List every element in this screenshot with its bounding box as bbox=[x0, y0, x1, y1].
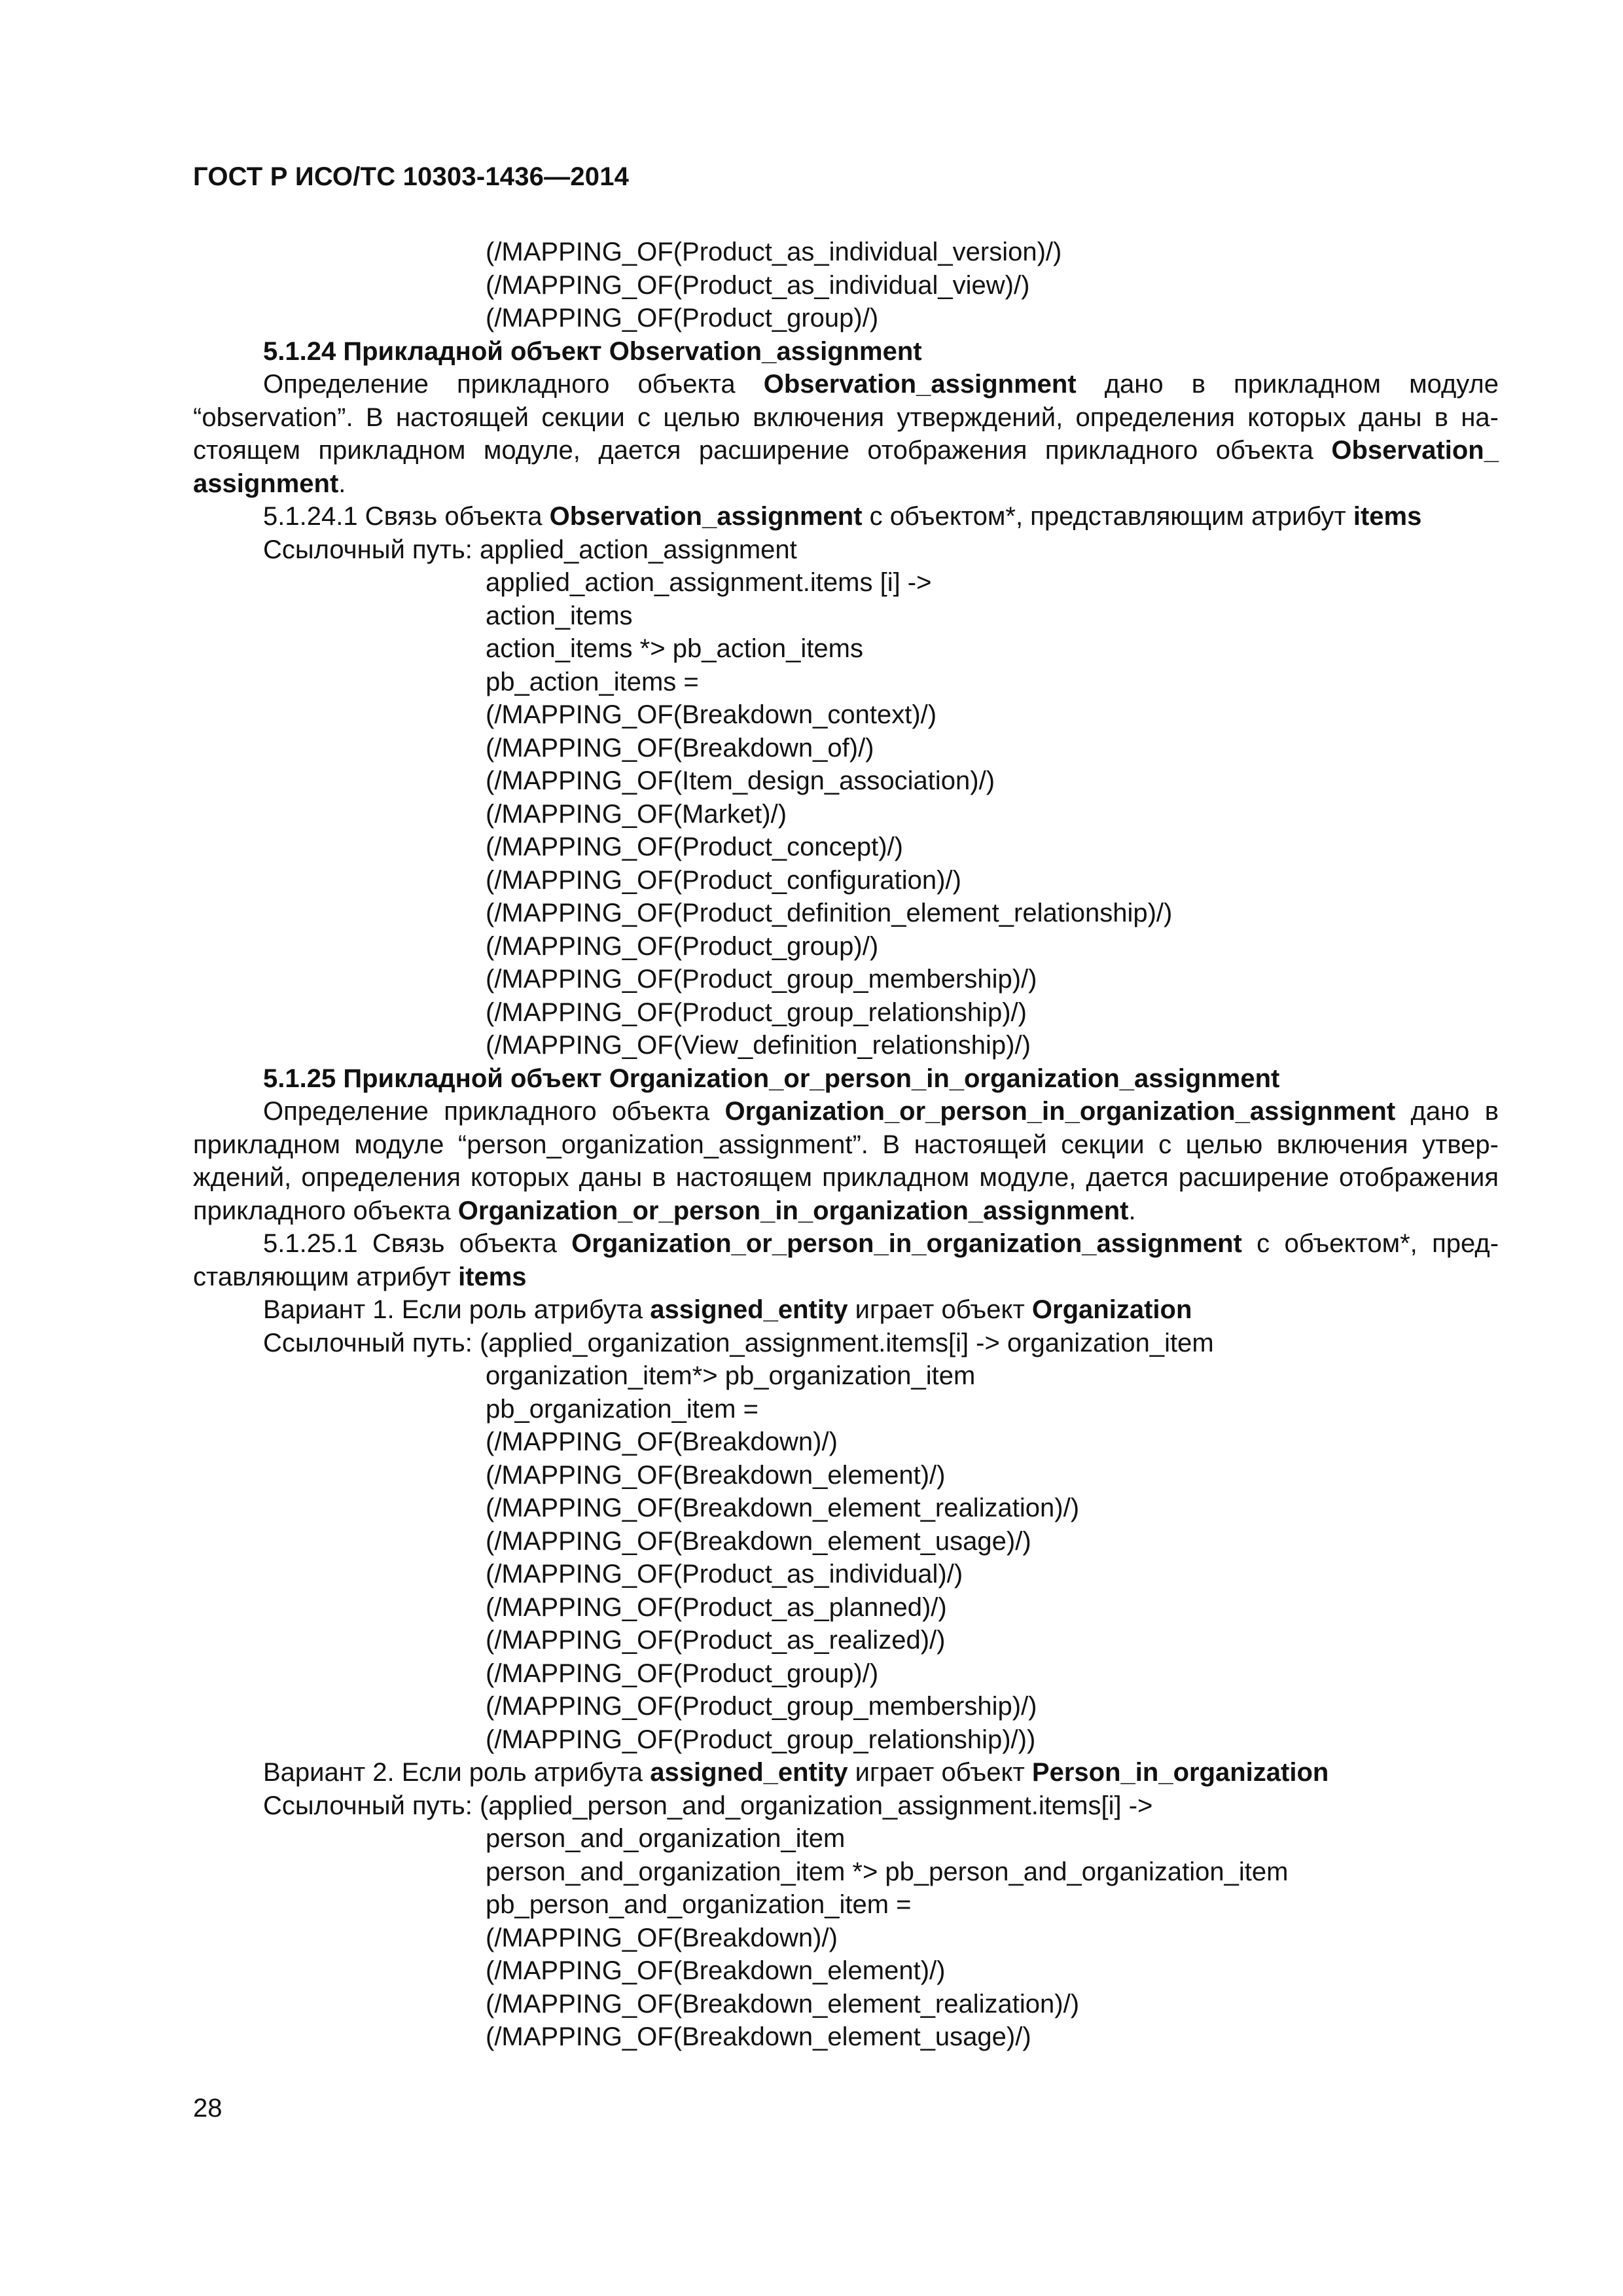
text-line bbox=[193, 1293, 1499, 1327]
bold-text: assignment bbox=[193, 469, 339, 498]
text-line bbox=[193, 1161, 1499, 1194]
text-line bbox=[193, 269, 1499, 302]
text-line bbox=[193, 1128, 1499, 1162]
text-line bbox=[193, 897, 1499, 930]
text-line bbox=[193, 1657, 1499, 1691]
text-run: 5.1.24.1 Связь объекта bbox=[263, 502, 550, 531]
text-run: organization_item*> pb_organization_item bbox=[486, 1361, 976, 1390]
bold-text: Observation_ bbox=[1331, 436, 1499, 465]
text-run: (/MAPPING_OF(Product_definition_element_relationship)/) bbox=[486, 899, 1173, 927]
bold-text: 5.1.24 Прикладной объект Observation_assignment bbox=[263, 336, 922, 366]
text-run: (/MAPPING_OF(Product_as_individual_version)/) bbox=[486, 238, 1062, 266]
text-line bbox=[193, 1988, 1499, 2021]
document-body bbox=[193, 236, 1499, 2054]
bold-text: Organization_or_person_in_organization_assignment bbox=[724, 1097, 1396, 1126]
text-run: Вариант 2. Если роль атрибута bbox=[263, 1758, 651, 1787]
text-run: дано в bbox=[1395, 1097, 1499, 1126]
text-run: pb_action_items = bbox=[486, 667, 699, 696]
text-run: (/MAPPING_OF(Product_as_planned)/) bbox=[486, 1592, 947, 1622]
text-run: ждений, определения которых даны в настоящем прикладном модуле, дается расширение отображения bbox=[193, 1163, 1499, 1192]
bold-text: Organization bbox=[1031, 1295, 1192, 1324]
text-line bbox=[193, 1359, 1499, 1393]
bold-text: assigned_entity bbox=[650, 1295, 848, 1324]
text-line bbox=[193, 1492, 1499, 1525]
text-line bbox=[193, 632, 1499, 666]
text-run: (/MAPPING_OF(Breakdown)/) bbox=[486, 1923, 838, 1952]
text-line bbox=[193, 467, 1499, 501]
text-line bbox=[193, 1756, 1499, 1789]
bold-text: Observation_assignment bbox=[763, 370, 1077, 399]
text-line bbox=[193, 1690, 1499, 1723]
bold-text: Observation_assignment bbox=[549, 502, 863, 531]
text-line bbox=[193, 1261, 1499, 1294]
text-run: (/MAPPING_OF(Breakdown)/) bbox=[486, 1427, 838, 1456]
text-run: играет объект bbox=[847, 1295, 1032, 1324]
text-line bbox=[193, 1327, 1499, 1360]
bold-text: Organization_or_person_in_organization_assignment bbox=[457, 1196, 1129, 1225]
text-run: . bbox=[338, 469, 346, 498]
text-line bbox=[193, 1591, 1499, 1624]
text-line bbox=[193, 500, 1499, 533]
bold-text: assigned_entity bbox=[650, 1758, 848, 1787]
text-run: Ссылочный путь: (applied_organization_assignment.items[i] -> organization_item bbox=[263, 1328, 1214, 1357]
text-run: (/MAPPING_OF(Breakdown_element)/) bbox=[486, 1460, 946, 1490]
text-run: (/MAPPING_OF(Product_concept)/) bbox=[486, 833, 903, 861]
text-run: (/MAPPING_OF(Product_group)/) bbox=[486, 1659, 879, 1688]
text-line bbox=[193, 2020, 1499, 2054]
text-line bbox=[193, 764, 1499, 798]
text-line bbox=[193, 533, 1499, 567]
text-line bbox=[193, 368, 1499, 401]
text-line bbox=[193, 1194, 1499, 1228]
text-run: (/MAPPING_OF(Product_as_individual_view)/) bbox=[486, 270, 1030, 300]
text-run: person_and_organization_item *> pb_person_and_organization_item bbox=[486, 1857, 1289, 1886]
bold-text: Person_in_organization bbox=[1031, 1758, 1329, 1787]
text-run: (/MAPPING_OF(Market)/) bbox=[486, 799, 787, 829]
page-number: 28 bbox=[193, 2094, 223, 2123]
text-line bbox=[193, 1789, 1499, 1823]
text-run: person_and_organization_item bbox=[486, 1824, 846, 1853]
text-line bbox=[193, 1558, 1499, 1591]
text-line bbox=[193, 864, 1499, 897]
text-line bbox=[193, 302, 1499, 335]
text-run: (/MAPPING_OF(Product_group_relationship)/)) bbox=[486, 1725, 1036, 1754]
text-run: (/MAPPING_OF(Product_group)/) bbox=[486, 931, 879, 961]
text-line bbox=[193, 1888, 1499, 1922]
text-run: Определение прикладного объекта bbox=[263, 370, 764, 399]
text-run: прикладного объекта bbox=[193, 1196, 458, 1225]
text-run: (/MAPPING_OF(Product_group_membership)/) bbox=[486, 1692, 1037, 1721]
bold-text: items bbox=[1353, 502, 1422, 531]
text-run: Вариант 1. Если роль атрибута bbox=[263, 1295, 651, 1324]
text-run: прикладном модуле “person_organization_assignment”. В настоящей секции с целью включения утвер- bbox=[193, 1130, 1499, 1159]
text-run: (/MAPPING_OF(Product_group)/) bbox=[486, 304, 879, 332]
text-line bbox=[193, 698, 1499, 732]
text-run: (/MAPPING_OF(Breakdown_element_realization)/) bbox=[486, 1494, 1080, 1522]
text-run: дано в прикладном модуле bbox=[1076, 370, 1499, 399]
text-line bbox=[193, 401, 1499, 435]
text-run: (/MAPPING_OF(Product_as_realized)/) bbox=[486, 1626, 946, 1655]
text-line bbox=[193, 1525, 1499, 1558]
text-run: (/MAPPING_OF(Product_configuration)/) bbox=[486, 865, 961, 895]
document-header-code: ГОСТ Р ИСО/ТС 10303-1436—2014 bbox=[193, 162, 630, 191]
text-line bbox=[193, 996, 1499, 1030]
text-run: Определение прикладного объекта bbox=[263, 1097, 725, 1126]
text-line bbox=[193, 335, 1499, 368]
text-run: pb_person_and_organization_item = bbox=[486, 1890, 912, 1919]
text-run: с объектом*, пред- bbox=[1241, 1229, 1499, 1258]
text-line bbox=[193, 930, 1499, 963]
text-run: играет объект bbox=[847, 1758, 1032, 1787]
text-run: “observation”. В настоящей секции с целью включения утверждений, определения которых даны в на- bbox=[193, 403, 1499, 432]
text-run: (/MAPPING_OF(Breakdown_context)/) bbox=[486, 700, 937, 729]
text-run: 5.1.25.1 Связь объекта bbox=[263, 1229, 572, 1258]
text-line bbox=[193, 566, 1499, 600]
text-run: (/MAPPING_OF(View_definition_relationship)/) bbox=[486, 1031, 1031, 1060]
text-run: стоящем прикладном модуле, дается расширение отображения прикладного объекта bbox=[193, 436, 1332, 465]
text-line bbox=[193, 1393, 1499, 1426]
bold-text: 5.1.25 Прикладной объект Organization_or_person_in_organization_assignment bbox=[263, 1064, 1280, 1093]
bold-text: items bbox=[458, 1262, 527, 1291]
text-line bbox=[193, 1822, 1499, 1856]
text-line bbox=[193, 1459, 1499, 1492]
text-run: с объектом*, представляющим атрибут bbox=[862, 502, 1353, 531]
text-line bbox=[193, 236, 1499, 269]
text-run: (/MAPPING_OF(Breakdown_element)/) bbox=[486, 1956, 946, 1985]
text-line bbox=[193, 1227, 1499, 1261]
text-line bbox=[193, 963, 1499, 996]
text-line bbox=[193, 1062, 1499, 1096]
text-line bbox=[193, 798, 1499, 831]
text-line bbox=[193, 600, 1499, 633]
text-line bbox=[193, 1624, 1499, 1657]
text-line bbox=[193, 1856, 1499, 1889]
text-line bbox=[193, 831, 1499, 864]
text-line bbox=[193, 666, 1499, 699]
text-run: (/MAPPING_OF(Product_group_membership)/) bbox=[486, 965, 1037, 994]
text-run: action_items *> pb_action_items bbox=[486, 634, 863, 663]
text-run: . bbox=[1128, 1196, 1136, 1225]
bold-text: Organization_or_person_in_organization_assignment bbox=[571, 1229, 1242, 1258]
text-run: pb_organization_item = bbox=[486, 1394, 758, 1424]
text-run: (/MAPPING_OF(Item_design_association)/) bbox=[486, 766, 995, 795]
text-run: Ссылочный путь: (applied_person_and_organization_assignment.items[i] -> bbox=[263, 1791, 1153, 1820]
text-line bbox=[193, 732, 1499, 765]
text-run: applied_action_assignment.items [i] -> bbox=[486, 568, 932, 597]
text-line bbox=[193, 1922, 1499, 1955]
text-run: ставляющим атрибут bbox=[193, 1262, 459, 1291]
text-run: (/MAPPING_OF(Breakdown_element_realization)/) bbox=[486, 1989, 1080, 2018]
text-line bbox=[193, 1723, 1499, 1757]
text-run: action_items bbox=[486, 601, 633, 630]
text-run: (/MAPPING_OF(Product_as_individual)/) bbox=[486, 1560, 963, 1588]
text-line bbox=[193, 1095, 1499, 1128]
text-line bbox=[193, 434, 1499, 467]
text-run: (/MAPPING_OF(Breakdown_element_usage)/) bbox=[486, 2022, 1031, 2051]
text-line bbox=[193, 1029, 1499, 1062]
text-run: Ссылочный путь: applied_action_assignment bbox=[263, 535, 797, 564]
text-run: (/MAPPING_OF(Product_group_relationship)/) bbox=[486, 997, 1027, 1027]
text-run: (/MAPPING_OF(Breakdown_element_usage)/) bbox=[486, 1526, 1031, 1556]
text-line bbox=[193, 1426, 1499, 1459]
text-run: (/MAPPING_OF(Breakdown_of)/) bbox=[486, 733, 874, 762]
text-line bbox=[193, 1954, 1499, 1988]
